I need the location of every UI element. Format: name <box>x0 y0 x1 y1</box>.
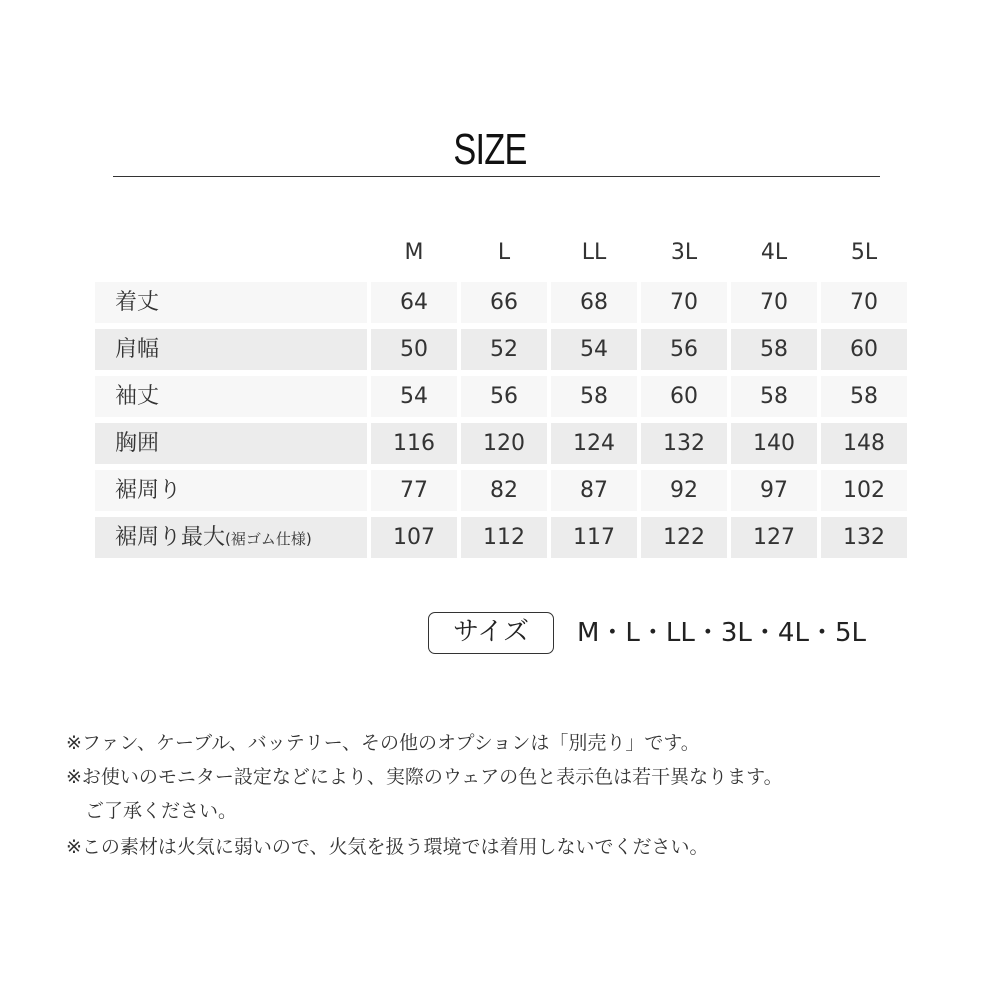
table-cell: 70 <box>731 282 817 323</box>
table-cell: 148 <box>821 423 907 464</box>
table-cell: 54 <box>371 376 457 417</box>
table-cell: 52 <box>461 329 547 370</box>
table-cell: 60 <box>821 329 907 370</box>
size-header: L <box>497 240 511 265</box>
table-cell: 56 <box>641 329 727 370</box>
note-color: ※お使いのモニター設定などにより、実際のウェアの色と表示色は若干異なります。 <box>66 766 783 788</box>
size-header: M <box>404 240 424 265</box>
size-header: 4L <box>760 240 788 265</box>
table-cell: 132 <box>821 517 907 558</box>
table-cell: 64 <box>371 282 457 323</box>
table-cell: 58 <box>731 376 817 417</box>
table-cell: 102 <box>821 470 907 511</box>
table-cell: 77 <box>371 470 457 511</box>
table-cell: 116 <box>371 423 457 464</box>
note-fire: ※この素材は火気に弱いので、火気を扱う環境では着用しないでください。 <box>66 836 709 858</box>
size-label-pill: サイズ <box>428 612 554 654</box>
table-cell: 140 <box>731 423 817 464</box>
title-divider <box>113 176 880 177</box>
table-cell: 107 <box>371 517 457 558</box>
row-label-text: 肩幅 <box>115 337 160 362</box>
size-list: M・L・LL・3L・4L・5L <box>577 618 866 648</box>
table-cell: 50 <box>371 329 457 370</box>
row-label <box>95 517 367 558</box>
row-label-text: 袖丈 <box>115 384 160 409</box>
table-cell: 132 <box>641 423 727 464</box>
row-label <box>95 423 367 464</box>
table-cell: 124 <box>551 423 637 464</box>
table-cell: 122 <box>641 517 727 558</box>
table-cell: 92 <box>641 470 727 511</box>
row-label-note: (裾ゴム仕様) <box>225 530 312 548</box>
page-title: SIZE <box>453 125 527 174</box>
table-cell: 87 <box>551 470 637 511</box>
size-header: 5L <box>850 240 878 265</box>
table-cell: 120 <box>461 423 547 464</box>
note-color-cont: ご了承ください。 <box>66 800 238 822</box>
table-cell: 60 <box>641 376 727 417</box>
table-cell: 117 <box>551 517 637 558</box>
row-label <box>95 282 367 323</box>
table-cell: 70 <box>821 282 907 323</box>
row-label-text: 裾周り <box>115 478 182 503</box>
table-cell: 70 <box>641 282 727 323</box>
row-label-text: 着丈 <box>115 290 160 315</box>
row-label-text: 胸囲 <box>115 431 160 456</box>
table-cell: 127 <box>731 517 817 558</box>
row-label-text: 裾周り最大 <box>115 525 226 550</box>
table-cell: 54 <box>551 329 637 370</box>
size-header: 3L <box>670 240 698 265</box>
table-cell: 58 <box>731 329 817 370</box>
size-header: LL <box>581 240 607 265</box>
table-cell: 97 <box>731 470 817 511</box>
table-cell: 112 <box>461 517 547 558</box>
table-cell: 56 <box>461 376 547 417</box>
table-cell: 66 <box>461 282 547 323</box>
table-cell: 58 <box>821 376 907 417</box>
row-label <box>95 376 367 417</box>
row-label <box>95 470 367 511</box>
table-cell: 58 <box>551 376 637 417</box>
table-cell: 68 <box>551 282 637 323</box>
table-cell: 82 <box>461 470 547 511</box>
row-label <box>95 329 367 370</box>
note-options: ※ファン、ケーブル、バッテリー、その他のオプションは「別売り」です。 <box>66 732 700 754</box>
